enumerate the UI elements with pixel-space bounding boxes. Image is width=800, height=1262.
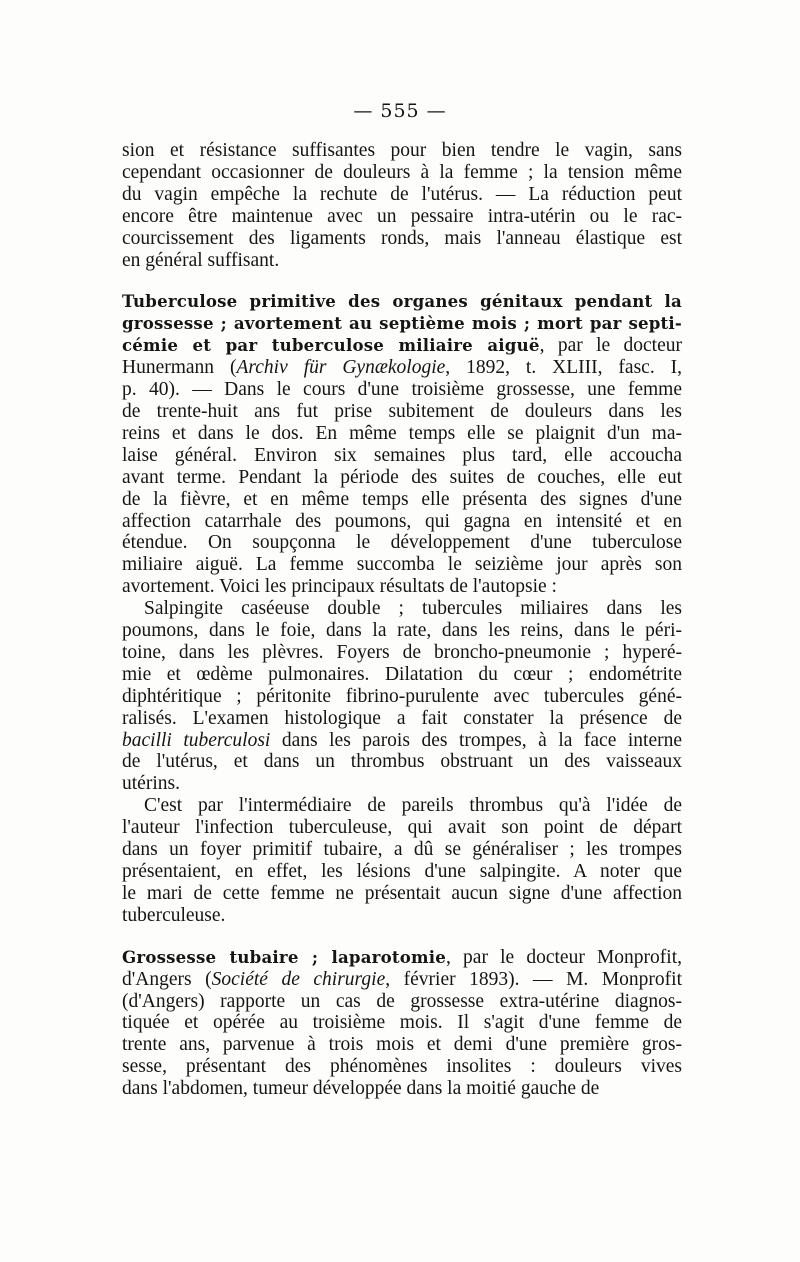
line-text: de la fièvre, et en même temps elle présenta des signes d'une — [122, 488, 682, 510]
bold-heading-text: grossesse ; avortement au septième mois ; mort par septi- — [122, 313, 682, 334]
line-text: sion et résistance suffisantes pour bien tendre le vagin, sans — [122, 140, 682, 161]
text-line — [122, 883, 682, 905]
text-line — [122, 445, 682, 467]
line-text: dans l'abdomen, tumeur développée dans la moitié gauche de — [122, 1078, 600, 1100]
text-line — [122, 291, 682, 313]
text-line — [122, 817, 682, 839]
paragraph — [122, 598, 682, 795]
paragraph — [122, 291, 682, 598]
text-line — [122, 162, 682, 184]
line-text: dans un foyer primitif tubaire, a dû se généraliser ; les trompes — [122, 839, 682, 861]
line-text: diphtéritique ; péritonite fibrino-purulente avec tubercules géné- — [122, 685, 682, 707]
text-line — [122, 511, 682, 533]
line-text: en général suffisant. — [122, 249, 280, 271]
text-line — [122, 140, 682, 162]
paragraph-gap — [122, 927, 682, 947]
text-line — [122, 576, 682, 598]
text-line — [122, 991, 682, 1013]
text-line — [122, 357, 682, 379]
line-text: de l'utérus, et dans un thrombus obstruant un des vaisseaux — [122, 751, 682, 773]
text-line — [122, 554, 682, 576]
paragraph — [122, 140, 682, 271]
line-text: cependant occasionner de douleurs à la femme ; la tension même — [122, 161, 682, 183]
line-text: l'auteur l'infection tuberculeuse, qui avait son point de départ — [122, 817, 682, 839]
text-line — [122, 664, 682, 686]
line-text: tuberculeuse. — [122, 904, 226, 926]
text-line — [122, 642, 682, 664]
line-text: avant terme. Pendant la période des suites de couches, elle eut — [122, 466, 682, 488]
text-line — [122, 335, 682, 357]
line-text: miliaire aiguë. La femme succomba le seizième jour après son — [122, 554, 682, 576]
line-text: encore être maintenue avec un pessaire intra-utérin ou le rac- — [122, 205, 682, 227]
text-line — [122, 401, 682, 423]
line-text: toine, dans les plèvres. Foyers de broncho-pneumonie ; hyperé- — [122, 641, 682, 663]
text-line — [122, 708, 682, 730]
line-text: du vagin empêche la rechute de l'utérus. — La réduction peut — [122, 183, 682, 205]
line-text: tiquée et opérée au troisième mois. Il s'agit d'une femme de — [122, 1012, 682, 1034]
text-line — [122, 423, 682, 445]
line-text: ralisés. L'examen histologique a fait constater la présence de — [122, 707, 682, 729]
text-line — [122, 905, 682, 927]
text-line — [122, 598, 682, 620]
text-line — [122, 313, 682, 335]
line-text: Salpingite caséeuse double ; tubercules miliaires dans les — [144, 598, 682, 620]
line-text: dans les parois des trompes, à la face interne — [270, 729, 683, 751]
paragraph — [122, 795, 682, 926]
text-line — [122, 206, 682, 228]
italic-text: bacilli tuberculosi — [122, 729, 271, 751]
text-line — [122, 686, 682, 708]
text-line — [122, 1078, 682, 1100]
text-line — [122, 730, 682, 752]
line-text: utérins. — [122, 773, 180, 795]
line-text: étendue. On soupçonna le développement d'une tuberculose — [122, 532, 682, 554]
text-line — [122, 379, 682, 401]
line-text: poumons, dans le foie, dans la rate, dans les reins, dans le péri- — [122, 620, 682, 642]
text-line — [122, 969, 682, 991]
bold-heading-text: Tuberculose primitive des organes génitaux pendant la — [122, 291, 682, 312]
text-line — [122, 467, 682, 489]
line-text: mie et œdème pulmonaires. Dilatation du cœur ; endométrite — [122, 663, 682, 685]
text-line — [122, 250, 682, 272]
line-text: laise général. Environ six semaines plus tard, elle accoucha — [122, 444, 682, 466]
line-text: , par le docteur Monprofit, — [446, 946, 683, 968]
paragraph — [122, 947, 682, 1100]
line-text: p. 40). — Dans le cours d'une troisième grossesse, une femme — [122, 379, 682, 401]
text-line — [122, 1056, 682, 1078]
body-text — [122, 140, 682, 1100]
text-line — [122, 751, 682, 773]
line-text: trente ans, parvenue à trois mois et demi d'une première gros- — [122, 1034, 682, 1056]
line-text: de trente-huit ans fut prise subitement de douleurs dans les — [122, 400, 682, 422]
line-text: (d'Angers) rapporte un cas de grossesse extra-utérine diagnos- — [122, 990, 682, 1012]
text-line — [122, 228, 682, 250]
line-text: d'Angers ( — [122, 968, 212, 990]
text-line — [122, 1034, 682, 1056]
text-line — [122, 773, 682, 795]
italic-text: Société de chirurgie — [211, 968, 386, 990]
line-text: présentaient, en effet, les lésions d'une salpingite. A noter que — [122, 861, 682, 882]
line-text: reins et dans le dos. En même temps elle se plaignit d'un ma- — [122, 422, 682, 444]
text-line — [122, 184, 682, 206]
line-text: le mari de cette femme ne présentait aucun signe d'une affection — [122, 882, 682, 904]
text-line — [122, 839, 682, 861]
line-text: , par le docteur — [539, 335, 682, 357]
line-text: , 1892, t. XLIII, fasc. I, — [445, 357, 682, 379]
paragraph-gap — [122, 271, 682, 291]
line-text: , février 1893). — M. Monprofit — [385, 968, 683, 990]
page-number: — 555 — — [353, 100, 447, 122]
text-line — [122, 620, 682, 642]
bold-heading-text: cémie et par tuberculose miliaire aiguë — [122, 335, 540, 356]
text-line — [122, 532, 682, 554]
text-line — [122, 1012, 682, 1034]
bold-heading-text: Grossesse tubaire ; laparotomie — [122, 946, 447, 967]
line-text: sesse, présentant des phénomènes insolites : douleurs vives — [122, 1056, 682, 1078]
text-line — [122, 861, 682, 883]
line-text: courcissement des ligaments ronds, mais l'anneau élastique est — [122, 227, 682, 249]
line-text: avortement. Voici les principaux résultats de l'autopsie : — [122, 576, 557, 598]
text-line — [122, 795, 682, 817]
italic-text: Archiv für Gynækologie — [236, 357, 446, 379]
text-line — [122, 947, 682, 969]
line-text: affection catarrhale des poumons, qui gagna en intensité et en — [122, 510, 682, 532]
line-text: Hunermann ( — [122, 357, 237, 379]
text-line — [122, 489, 682, 511]
line-text: C'est par l'intermédiaire de pareils thrombus qu'à l'idée de — [144, 795, 682, 817]
